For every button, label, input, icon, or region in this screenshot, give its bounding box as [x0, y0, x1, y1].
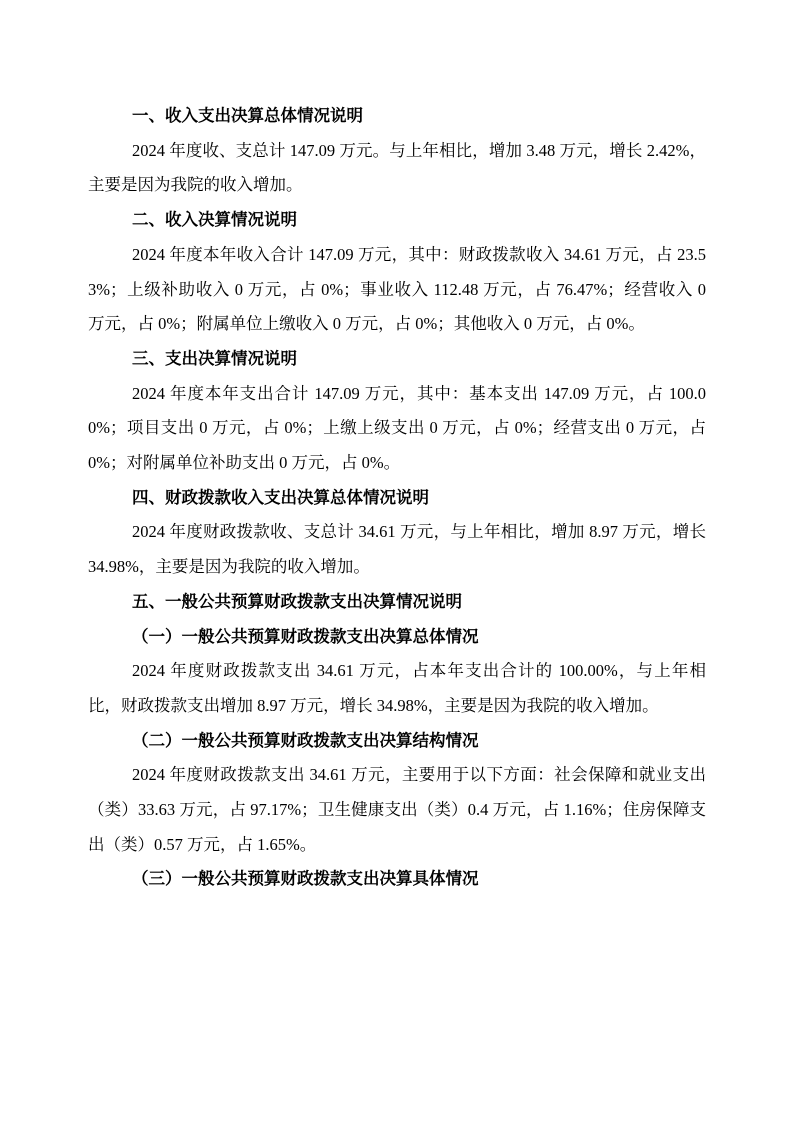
section-heading: 一、收入支出决算总体情况说明: [132, 107, 363, 125]
section-heading: 二、收入决算情况说明: [132, 211, 297, 230]
section-heading: 五、一般公共预算财政拨款支出决算情况说明: [132, 592, 462, 611]
body-paragraph: 2024 年度财政拨款支出 34.61 万元，占本年支出合计的 100.00%，与上年相比，财政拨款支出增加 8.97 万元，增长 34.98%，主要是因为我院的收入增加。: [88, 661, 706, 715]
body-paragraph: 2024 年度财政拨款支出 34.61 万元，主要用于以下方面：社会保障和就业支出（类）33.63 万元，占 97.17%；卫生健康支出（类）0.4 万元，占 1.16%；住房保障支出（类）0.57 万元，占 1.65%。: [88, 765, 706, 854]
body-paragraph: 2024 年度收、支总计 147.09 万元。与上年相比，增加 3.48 万元，增长 2.42%，主要是因为我院的收入增加。: [88, 140, 706, 195]
section-subheading: （一）一般公共预算财政拨款支出决算总体情况: [132, 627, 479, 646]
document-content: [88, 99, 706, 897]
section-subheading: （三）一般公共预算财政拨款支出决算具体情况: [132, 870, 479, 889]
section-heading: 三、支出决算情况说明: [132, 349, 297, 368]
section-heading: 四、财政拨款收入支出决算总体情况说明: [132, 488, 429, 507]
body-paragraph: 2024 年度本年收入合计 147.09 万元，其中：财政拨款收入 34.61 万元，占 23.53%；上级补助收入 0 万元，占 0%；事业收入 112.48 万元，占 76.47%；经营收入 0 万元，占 0%；附属单位上缴收入 0 万元，占 0%；其他收入 0 万元，占 0%。: [88, 244, 706, 334]
body-paragraph: 2024 年度本年支出合计 147.09 万元，其中：基本支出 147.09 万元，占 100.00%；项目支出 0 万元，占 0%；上缴上级支出 0 万元，占 0%；经营支出 0 万元，占 0%；对附属单位补助支出 0 万元，占 0%。: [88, 383, 706, 473]
body-paragraph: 2024 年度财政拨款收、支总计 34.61 万元，与上年相比，增加 8.97 万元，增长 34.98%，主要是因为我院的收入增加。: [88, 522, 706, 577]
section-subheading: （二）一般公共预算财政拨款支出决算结构情况: [132, 731, 479, 750]
